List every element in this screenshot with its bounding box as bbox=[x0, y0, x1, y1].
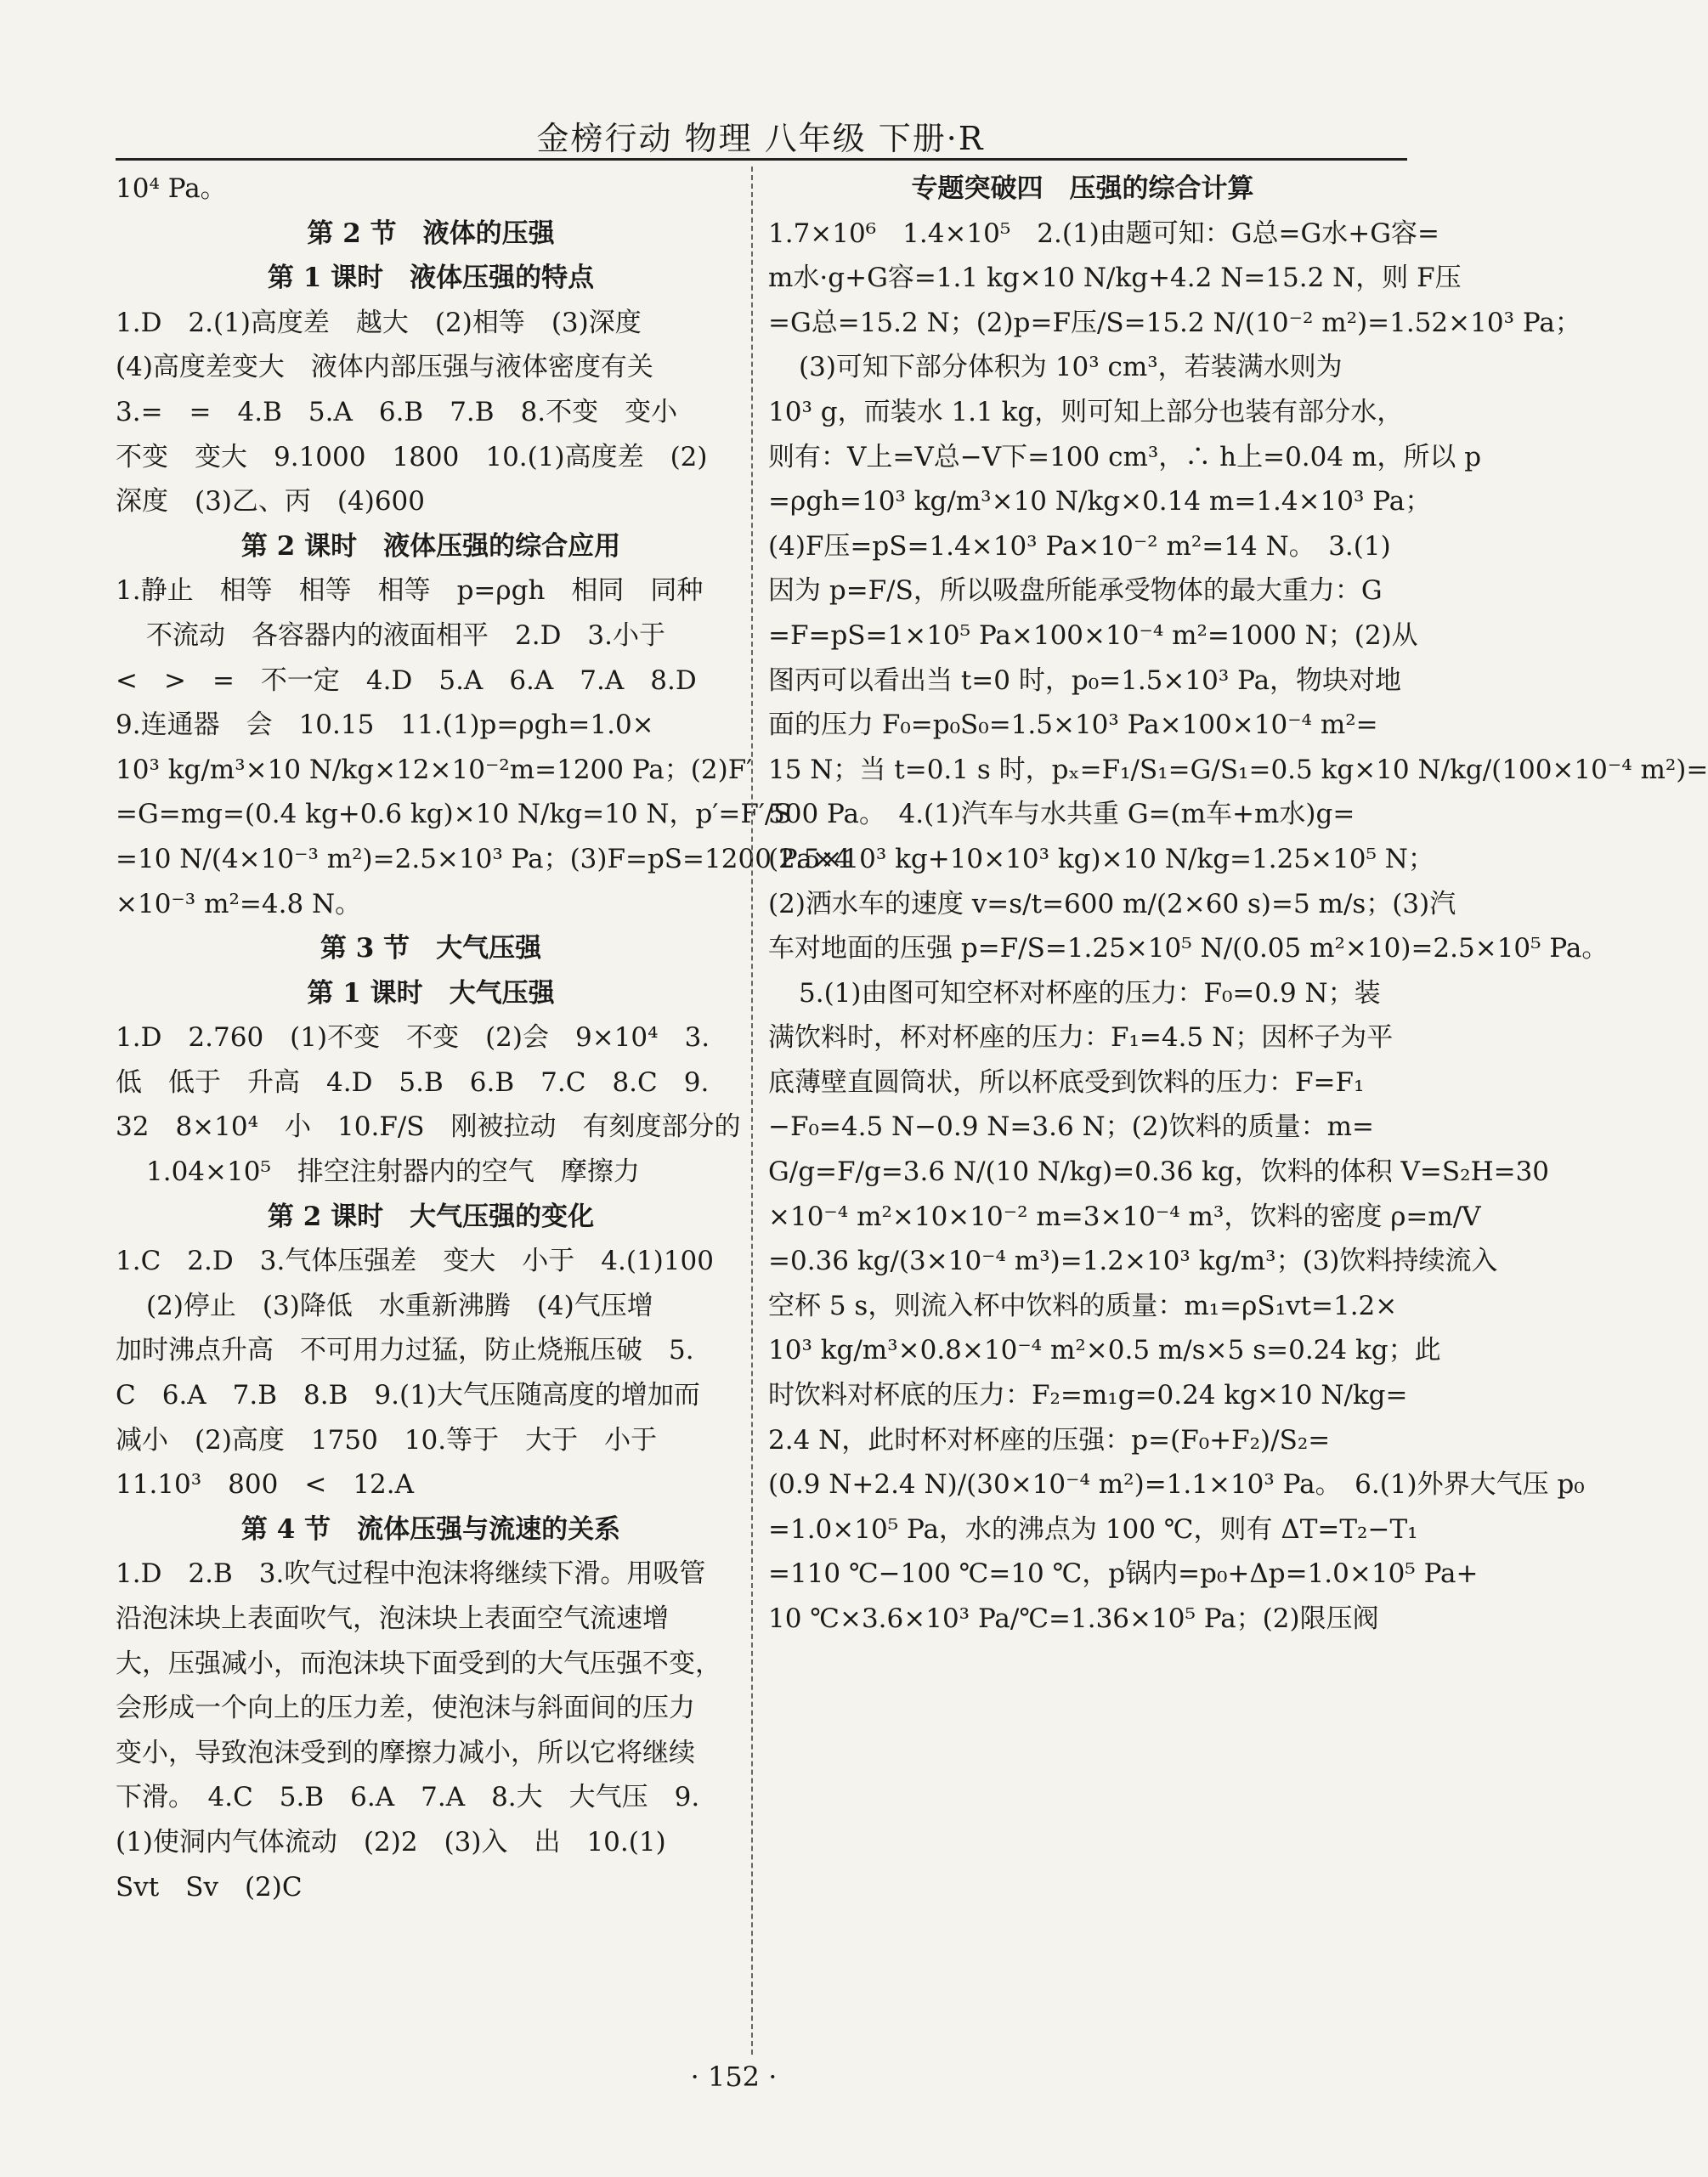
answer-line: 沿泡沫块上表面吹气，泡沫块上表面空气流速增 bbox=[116, 1603, 669, 1634]
answer-line: (2)洒水车的速度 v=s/t=600 m/(2×60 s)=5 m/s；(3)汽 bbox=[768, 888, 1456, 919]
answer-line: G/g=F/g=3.6 N/(10 N/kg)=0.36 kg，饮料的体积 V=S₂H=30 bbox=[768, 1156, 1550, 1188]
answer-line: 32 8×10⁴ 小 10.F/S 刚被拉动 有刻度部分的 bbox=[116, 1111, 741, 1143]
answer-line: ×10⁻⁴ m²×10×10⁻² m=3×10⁻⁴ m³，饮料的密度 ρ=m/V bbox=[768, 1201, 1481, 1232]
answer-line: =G总=15.2 N；(2)p=F压/S=15.2 N/(10⁻² m²)=1.52×10³ Pa； bbox=[768, 307, 1581, 338]
answer-line: 不流动 各容器内的液面相平 2.D 3.小于 bbox=[146, 619, 666, 651]
answer-line: 满饮料时，杯对杯座的压力：F₁=4.5 N；因杯子为平 bbox=[768, 1022, 1394, 1054]
answer-line: 减小 (2)高度 1750 10.等于 大于 小于 bbox=[116, 1424, 658, 1456]
answer-line: 下滑。 4.C 5.B 6.A 7.A 8.大 大气压 9. bbox=[116, 1782, 700, 1813]
answer-line: 1.04×10⁵ 排空注射器内的空气 摩擦力 bbox=[146, 1156, 640, 1188]
answer-line: 空杯 5 s，则流入杯中饮料的质量：m₁=ρS₁vt=1.2× bbox=[768, 1290, 1398, 1321]
answer-line: 因为 p=F/S，所以吸盘所能承受物体的最大重力：G bbox=[768, 575, 1383, 607]
section-heading: 第 4 节 流体压强与流速的关系 bbox=[240, 1513, 621, 1545]
answer-line: 10⁴ Pa。 bbox=[116, 173, 227, 204]
section-heading: 专题突破四 压强的综合计算 bbox=[911, 173, 1254, 204]
answer-line: (4)高度差变大 液体内部压强与液体密度有关 bbox=[116, 352, 653, 383]
answer-line: 5.(1)由图可知空杯对杯座的压力：F₀=0.9 N；装 bbox=[799, 977, 1381, 1009]
answer-line: −F₀=4.5 N−0.9 N=3.6 N；(2)饮料的质量：m= bbox=[768, 1111, 1374, 1143]
answer-line: 1.D 2.(1)高度差 越大 (2)相等 (3)深度 bbox=[116, 307, 642, 338]
answer-line: =ρgh=10³ kg/m³×10 N/kg×0.14 m=1.4×10³ Pa； bbox=[768, 486, 1432, 517]
answer-line: 低 低于 升高 4.D 5.B 6.B 7.C 8.C 9. bbox=[116, 1066, 710, 1098]
column-divider bbox=[751, 167, 753, 2055]
answer-line: 1.C 2.D 3.气体压强差 变大 小于 4.(1)100 bbox=[116, 1246, 714, 1277]
answer-line: 不变 变大 9.1000 1800 10.(1)高度差 (2) bbox=[116, 441, 708, 472]
answer-line: C 6.A 7.B 8.B 9.(1)大气压随高度的增加而 bbox=[116, 1380, 700, 1411]
answer-line: 加时沸点升高 不可用力过猛，防止烧瓶压破 5. bbox=[116, 1335, 694, 1366]
answer-line: (0.9 N+2.4 N)/(30×10⁻⁴ m²)=1.1×10³ Pa。 6.(1)外界大气压 p₀ bbox=[768, 1469, 1585, 1501]
answer-line: 1.D 2.760 (1)不变 不变 (2)会 9×10⁴ 3. bbox=[116, 1022, 710, 1054]
answer-line: 1.7×10⁶ 1.4×10⁵ 2.(1)由题可知：G总=G水+G容= bbox=[768, 218, 1439, 249]
answer-line: 9.连通器 会 10.15 11.(1)p=ρgh=1.0× bbox=[116, 710, 654, 741]
answer-line: 500 Pa。 4.(1)汽车与水共重 G=(m车+m水)g= bbox=[768, 799, 1355, 830]
page-number: · 152 · bbox=[690, 2061, 778, 2093]
answer-line: ×10⁻³ m²=4.8 N。 bbox=[116, 888, 362, 919]
answer-line: 10³ kg/m³×10 N/kg×12×10⁻²m=1200 Pa；(2)F′ bbox=[116, 754, 753, 785]
header-rule bbox=[116, 158, 1407, 161]
answer-line: (2)停止 (3)降低 水重新沸腾 (4)气压增 bbox=[146, 1290, 653, 1321]
answer-line: 大，压强减小，而泡沫块下面受到的大气压强不变， bbox=[116, 1648, 721, 1679]
answer-line: =110 ℃−100 ℃=10 ℃，p锅内=p₀+Δp=1.0×10⁵ Pa+ bbox=[768, 1558, 1479, 1590]
answer-line: 车对地面的压强 p=F/S=1.25×10⁵ N/(0.05 m²×10)=2.5×10⁵ Pa。 bbox=[768, 933, 1609, 964]
answer-line: 1.D 2.B 3.吹气过程中泡沫将继续下滑。用吸管 bbox=[116, 1558, 706, 1590]
section-heading: 第 1 课时 液体压强的特点 bbox=[267, 263, 595, 294]
answer-line: 图丙可以看出当 t=0 时，p₀=1.5×10³ Pa，物块对地 bbox=[768, 664, 1402, 696]
answer-line: 2.4 N，此时杯对杯座的压强：p=(F₀+F₂)/S₂= bbox=[768, 1424, 1331, 1456]
answer-line: 底薄壁直圆筒状，所以杯底受到饮料的压力：F=F₁ bbox=[768, 1066, 1365, 1098]
section-heading: 第 2 节 液体的压强 bbox=[307, 218, 555, 249]
answer-line: 变小，导致泡沫受到的摩擦力减小，所以它将继续 bbox=[116, 1737, 695, 1768]
left-column bbox=[116, 167, 851, 1909]
answer-line: 3.= = 4.B 5.A 6.B 7.B 8.不变 变小 bbox=[116, 396, 678, 427]
answer-line: =10 N/(4×10⁻³ m²)=2.5×10³ Pa；(3)F=pS=1200 Pa×4 bbox=[116, 843, 851, 874]
right-column bbox=[768, 167, 1708, 1642]
answer-line: 会形成一个向上的压力差，使泡沫与斜面间的压力 bbox=[116, 1693, 695, 1724]
answer-line: 深度 (3)乙、丙 (4)600 bbox=[116, 486, 425, 517]
answer-line: Svt Sv (2)C bbox=[116, 1871, 303, 1903]
answer-line: (4)F压=pS=1.4×10³ Pa×10⁻² m²=14 N。 3.(1) bbox=[768, 530, 1391, 562]
answer-line: 10³ kg/m³×0.8×10⁻⁴ m²×0.5 m/s×5 s=0.24 kg；此 bbox=[768, 1335, 1441, 1366]
answer-line: < > = 不一定 4.D 5.A 6.A 7.A 8.D bbox=[116, 664, 697, 696]
answer-line: 10 ℃×3.6×10³ Pa/℃=1.36×10⁵ Pa；(2)限压阀 bbox=[768, 1603, 1379, 1634]
answer-line: (2.5×10³ kg+10×10³ kg)×10 N/kg=1.25×10⁵ N； bbox=[768, 843, 1434, 874]
page-header: 金榜行动 物理 八年级 下册·R bbox=[536, 120, 985, 157]
section-heading: 第 3 节 大气压强 bbox=[320, 933, 542, 964]
answer-line: =G=mg=(0.4 kg+0.6 kg)×10 N/kg=10 N，p′=F′/S bbox=[116, 799, 792, 830]
answer-line: 15 N；当 t=0.1 s 时，pₓ=F₁/S₁=G/S₁=0.5 kg×10 N/kg/(100×10⁻⁴ m²)= bbox=[768, 754, 1708, 785]
answer-line: 面的压力 F₀=p₀S₀=1.5×10³ Pa×100×10⁻⁴ m²= bbox=[768, 710, 1378, 741]
answer-line: =1.0×10⁵ Pa，水的沸点为 100 ℃，则有 ΔT=T₂−T₁ bbox=[768, 1513, 1418, 1545]
answer-line: 则有：V上=V总−V下=100 cm³，∴ h上=0.04 m，所以 p bbox=[768, 441, 1482, 472]
section-heading: 第 2 课时 液体压强的综合应用 bbox=[240, 530, 621, 562]
answer-line: m水·g+G容=1.1 kg×10 N/kg+4.2 N=15.2 N，则 F压 bbox=[768, 263, 1462, 294]
answer-line: 时饮料对杯底的压力：F₂=m₁g=0.24 kg×10 N/kg= bbox=[768, 1380, 1408, 1411]
answer-line: =F=pS=1×10⁵ Pa×100×10⁻⁴ m²=1000 N；(2)从 bbox=[768, 619, 1418, 651]
section-heading: 第 1 课时 大气压强 bbox=[307, 977, 555, 1009]
answer-line: 1.静止 相等 相等 相等 p=ρgh 相同 同种 bbox=[116, 575, 704, 607]
answer-line: =0.36 kg/(3×10⁻⁴ m³)=1.2×10³ kg/m³；(3)饮料持续流入 bbox=[768, 1246, 1498, 1277]
answer-line: 10³ g，而装水 1.1 kg，则可知上部分也装有部分水， bbox=[768, 396, 1404, 427]
answer-line: 11.10³ 800 < 12.A bbox=[116, 1469, 415, 1501]
answer-line: (1)使洞内气体流动 (2)2 (3)入 出 10.(1) bbox=[116, 1826, 666, 1858]
section-heading: 第 2 课时 大气压强的变化 bbox=[267, 1201, 595, 1232]
answer-line: (3)可知下部分体积为 10³ cm³，若装满水则为 bbox=[799, 352, 1343, 383]
